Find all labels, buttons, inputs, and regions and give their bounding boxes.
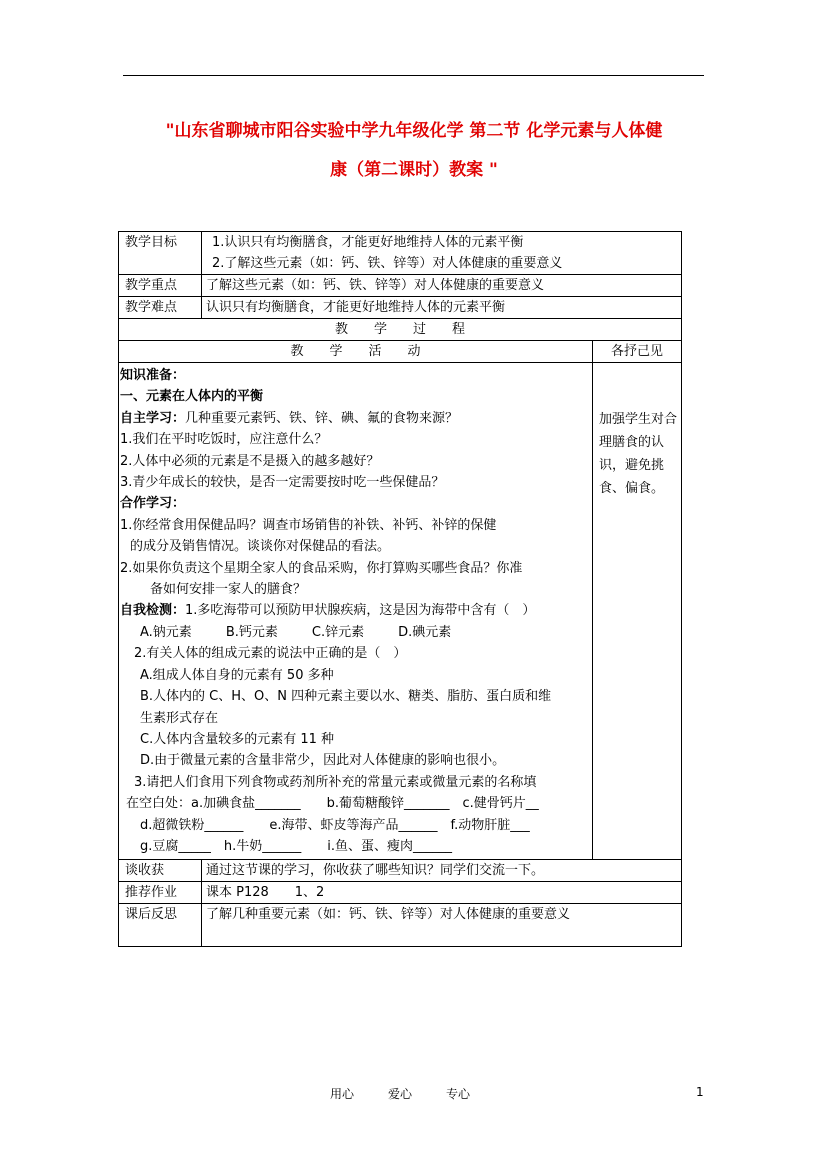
notes-header: 各抒己见 [593, 341, 682, 363]
check-question-3-line1: 3.请把人们食用下列食物或药剂所补充的常量元素或微量元素的名称填 [134, 774, 537, 790]
activity-row [119, 363, 682, 860]
self-study-question: 几种重要元素钙、铁、锌、碘、氟的食物来源？ [185, 410, 459, 426]
check-question-3-line3: d.超微铁粉______ e.海带、虾皮等海产品______ f.动物肝脏___ [140, 817, 530, 833]
goal-2: 2.了解这些元素（如：钙、铁、锌等）对人体健康的重要意义 [212, 256, 563, 271]
section-heading: 一、元素在人体内的平衡 [120, 389, 264, 405]
focus-label: 教学重点 [119, 275, 202, 297]
coop-1a: 1.你经常食用保健品吗？调查市场销售的补铁、补钙、补锌的保健 [120, 517, 497, 533]
check-question-3-line2: 在空白处：a.加碘食盐_______ b.葡萄糖酸锌_______ c.健骨钙片__ [126, 796, 539, 812]
check-question-1: 1.多吃海带可以预防甲状腺疾病，这是因为海带中含有（ ） [185, 603, 536, 619]
check-question-2: 2.有关人体的组成元素的说法中正确的是（ ） [134, 646, 407, 662]
coop-2b: 备如何安排一家人的膳食？ [150, 582, 307, 598]
q2-option-d: D.由于微量元素的含量非常少，因此对人体健康的影响也很小。 [140, 753, 506, 769]
goal-cell [202, 232, 682, 275]
q1-option-c: C.锌元素 [311, 624, 365, 640]
q2-option-b-line1: B.人体内的 C、H、O、N 四种元素主要以水、糖类、脂肪、蛋白质和维 [140, 689, 552, 705]
homework-row [119, 882, 682, 904]
focus-row [119, 275, 682, 297]
process-header: 教 学 过 程 [119, 319, 682, 341]
q2-option-a: A.组成人体自身的元素有 50 多种 [140, 667, 334, 683]
homework-text: 课本 P128 1、2 [202, 882, 682, 904]
question-3: 3.青少年成长的较快，是否一定需要按时吃一些保健品？ [120, 475, 445, 491]
page-number: 1 [696, 1085, 704, 1099]
q2-option-c: C.人体内含量较多的元素有 11 种 [140, 731, 335, 747]
goal-1: 1.认识只有均衡膳食，才能更好地维持人体的元素平衡 [212, 235, 524, 250]
goal-row [119, 232, 682, 275]
prep-heading: 知识准备： [120, 368, 186, 383]
coop-2a: 2.如果你负责这个星期全家人的食品采购，你打算购买哪些食品？你准 [120, 560, 523, 576]
question-2: 2.人体中必须的元素是不是摄入的越多越好？ [120, 453, 380, 469]
difficulty-row [119, 297, 682, 319]
footer-word-3: 专心 [446, 1087, 471, 1101]
q1-option-d: D.碘元素 [398, 624, 452, 640]
focus-text: 了解这些元素（如：钙、铁、锌等）对人体健康的重要意义 [202, 275, 682, 297]
footer-word-1: 用心 [330, 1087, 355, 1101]
goal-label: 教学目标 [119, 232, 202, 275]
process-header-row [119, 319, 682, 341]
q1-options [120, 622, 592, 643]
afterthought-label: 课后反思 [119, 904, 202, 947]
difficulty-text: 认识只有均衡膳食，才能更好地维持人体的元素平衡 [202, 297, 682, 319]
afterthought-row [119, 904, 682, 947]
q1-option-b: B.钙元素 [225, 624, 278, 640]
q2-option-b-line2: 生素形式存在 [140, 710, 219, 726]
document-title-line-1: "山东省聊城市阳谷实验中学九年级化学 第二节 化学元素与人体健 [165, 121, 663, 141]
check-label: 自我检测： [120, 603, 186, 619]
homework-label: 推荐作业 [119, 882, 202, 904]
talk-label: 谈收获 [119, 860, 202, 882]
talk-text: 通过这节课的学习，你收获了哪些知识？同学们交流一下。 [202, 860, 682, 882]
check-question-3-line4: g.豆腐_____ h.牛奶______ i.鱼、蛋、瘦肉______ [140, 838, 453, 854]
header-rule [123, 75, 704, 76]
q1-option-a: A.钠元素 [140, 624, 192, 640]
coop-label: 合作学习： [120, 496, 186, 512]
talk-row [119, 860, 682, 882]
self-study-label: 自主学习： [120, 410, 186, 426]
document-title-line-2: 康（第二课时）教案 " [330, 160, 498, 180]
coop-1b: 的成分及销售情况。谈谈你对保健品的看法。 [130, 539, 391, 555]
activity-header-row [119, 341, 682, 363]
difficulty-label: 教学难点 [119, 297, 202, 319]
activity-header: 教 学 活 动 [119, 341, 593, 363]
footer-word-2: 爱心 [388, 1087, 413, 1101]
lesson-plan-table [118, 231, 682, 947]
side-note: 加强学生对合理膳食的认识，避免挑食、偏食。 [593, 363, 682, 860]
question-1: 1.我们在平时吃饭时，应注意什么？ [120, 432, 328, 448]
activity-content [119, 363, 593, 860]
afterthought-text: 了解几种重要元素（如：钙、铁、锌等）对人体健康的重要意义 [202, 904, 682, 947]
